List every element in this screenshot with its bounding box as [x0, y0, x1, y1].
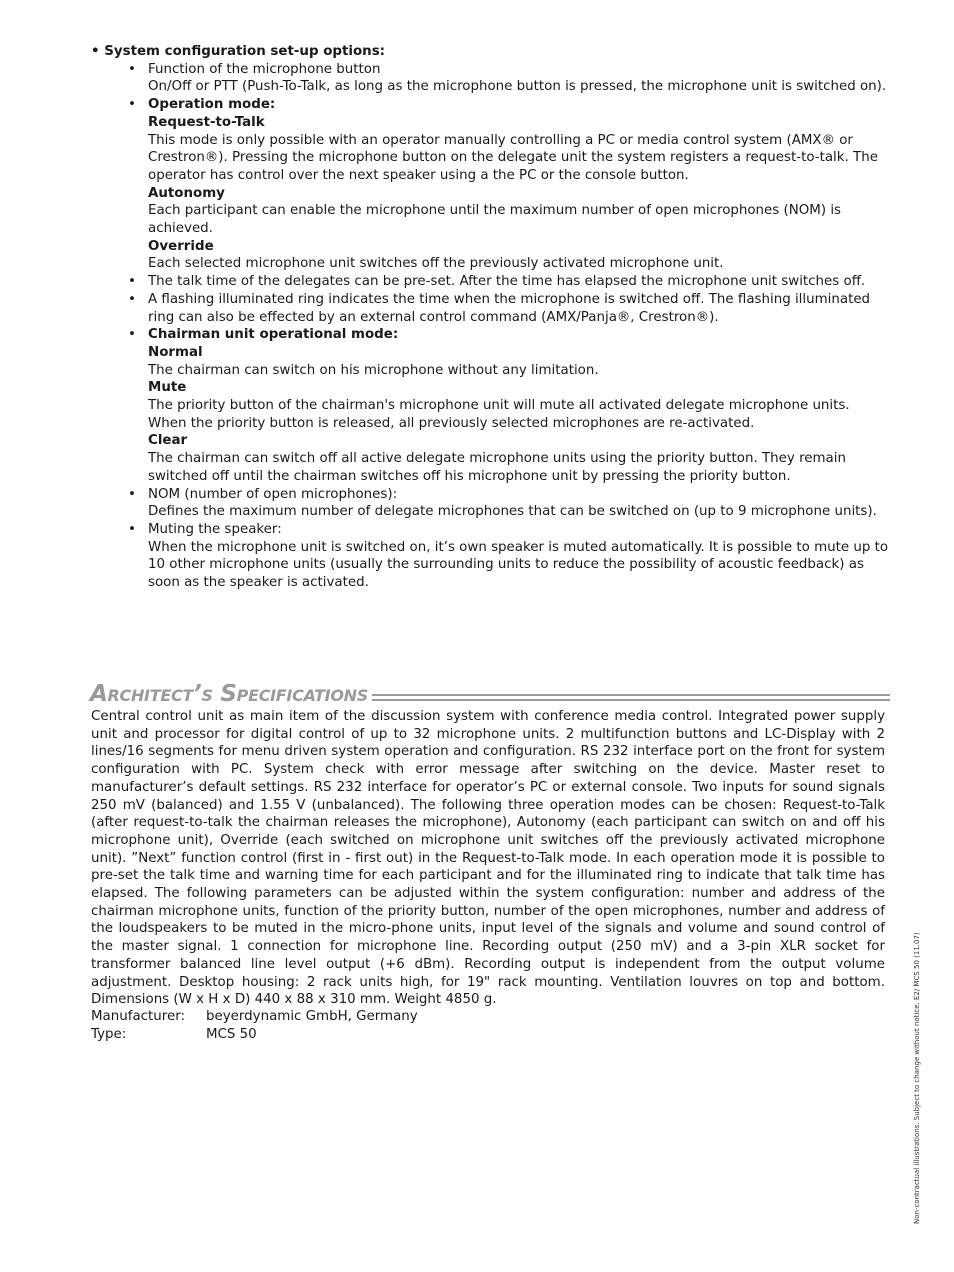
option-item — [91, 291, 891, 326]
side-disclaimer: Non-contractual illustrations. Subject to change without notice. E2/ MCS 50 (11.07) — [913, 932, 921, 1224]
option-text: Defines the maximum number of delegate microphones that can be switched on (up to 9 microphone units). — [148, 504, 877, 520]
option-item — [91, 486, 891, 521]
option-subheading: • Chairman unit operational mode: — [148, 327, 399, 343]
type-value: MCS 50 — [206, 1026, 257, 1042]
option-text: The priority button of the chairman's microphone unit will mute all activated delegate microphone units. When the priority button is released, all previously selected microphones are re-activated. — [148, 398, 850, 431]
option-subheading: Clear — [148, 433, 188, 449]
option-text: Each selected microphone unit switches off the previously activated microphone unit. — [148, 256, 724, 272]
option-text: • Function of the microphone button — [148, 61, 381, 77]
option-subheading: Mute — [148, 380, 187, 396]
option-text: • Muting the speaker: — [148, 521, 282, 537]
options-heading: • System configuration set-up options: — [91, 44, 386, 59]
option-subheading: Override — [148, 238, 214, 254]
manufacturer-row — [91, 1008, 418, 1026]
specifications-text: Central control unit as main item of the discussion system with conference media control. Integrated power supply unit and processor for digital control of up to 32 microphone units. 2 multifunction buttons and LC-Display with 2 lines/16 segments for menu driven system operation and configuration. RS 232 interface port on the front for system configuration with PC. System check with error message after switching on the device. Master reset to manufacturer’s default settings. RS 232 interface for operator’s PC or external console. Two inputs for sound signals 250 mV (balanced) and 1.55 V (unbalanced). The following three operation modes can be chosen: Request-to-Talk (after request-to-talk the chairman releases the microphone), Autonomy (each participant can switch on and off his microphone unit), Override (each switched on microphone unit switches off the previously activated microphone unit). ”Next” function control (first in - first out) in the Request-to-Talk mode. In each operation mode it is possible to pre-set the talk time and warning time for each participant and for the illuminated ring to indicate that talk time has elapsed. The following parameters can be adjusted within the system configuration: number and address of the chairman microphone units, function of the priority button, number of the open microphones, number and address of the loudspeakers to be muted in the micro-phone units, input level of the signals and volume and sound control of the master signal. 1 connection for microphone line. Recording output (250 mV) and a 3-pin XLR socket for transformer balanced line level output (+6 dBm). Recording output is independent from the output volume adjustment. Desktop housing: 2 rack units high, for 19" rack mounting. Ventilation louvres on top and bottom. Dimensions (W x H x D) 440 x 88 x 310 mm. Weight 4850 g. — [91, 709, 885, 1008]
type-label: Type: — [91, 1026, 127, 1042]
manufacturer-value: beyerdynamic GmbH, Germany — [206, 1009, 418, 1024]
section-heading — [90, 677, 890, 707]
system-configuration-options — [91, 43, 891, 592]
manufacturer-info — [91, 1008, 418, 1043]
option-subheading: Request-to-Talk — [148, 114, 265, 130]
option-text: Each participant can enable the microphone until the maximum number of open microphones (NOM) is achieved. — [148, 203, 842, 237]
option-text: On/Off or PTT (Push-To-Talk, as long as the microphone button is pressed, the microphone unit is switched on). — [148, 79, 887, 95]
option-item — [91, 326, 891, 485]
options-list — [91, 61, 891, 592]
manufacturer-label: Manufacturer: — [91, 1009, 185, 1024]
option-subheading: Autonomy — [148, 185, 225, 201]
option-text: • A flashing illuminated ring indicates the time when the microphone is switched off. The flashing illuminated ring can also be effected by an external control command (AMX/Panja®, Crestron®). — [148, 291, 871, 325]
option-item — [91, 96, 891, 273]
option-text: The chairman can switch on his microphone without any limitation. — [148, 362, 599, 378]
type-row — [91, 1026, 418, 1044]
heading-rule — [372, 694, 890, 701]
option-subheading: Normal — [148, 344, 203, 360]
option-text: • The talk time of the delegates can be pre-set. After the time has elapsed the microphone unit switches off. — [148, 274, 866, 290]
option-item — [91, 61, 891, 96]
option-text: The chairman can switch off all active delegate microphone units using the priority button. They remain switched off until the chairman switches off his microphone unit by pressing the priority button. — [148, 451, 846, 484]
architects-specifications-title: Architect’s Specifications — [90, 681, 368, 707]
option-subheading: • Operation mode: — [148, 97, 276, 113]
option-item — [91, 273, 891, 291]
option-text: This mode is only possible with an operator manually controlling a PC or media control system (AMX® or Crestron®). Pressing the microphone button on the delegate unit the system registers a request-to-talk. The operator has control over the next speaker using a the PC or the console button. — [148, 132, 878, 183]
option-text: When the microphone unit is switched on, it’s own speaker is muted automatically. It is possible to mute up to 10 other microphone units (usually the surrounding units to reduce the possibility of acoustic feedback) as soon as the speaker is activated. — [148, 539, 889, 591]
option-text: • NOM (number of open microphones): — [148, 486, 398, 502]
option-item — [91, 521, 891, 592]
